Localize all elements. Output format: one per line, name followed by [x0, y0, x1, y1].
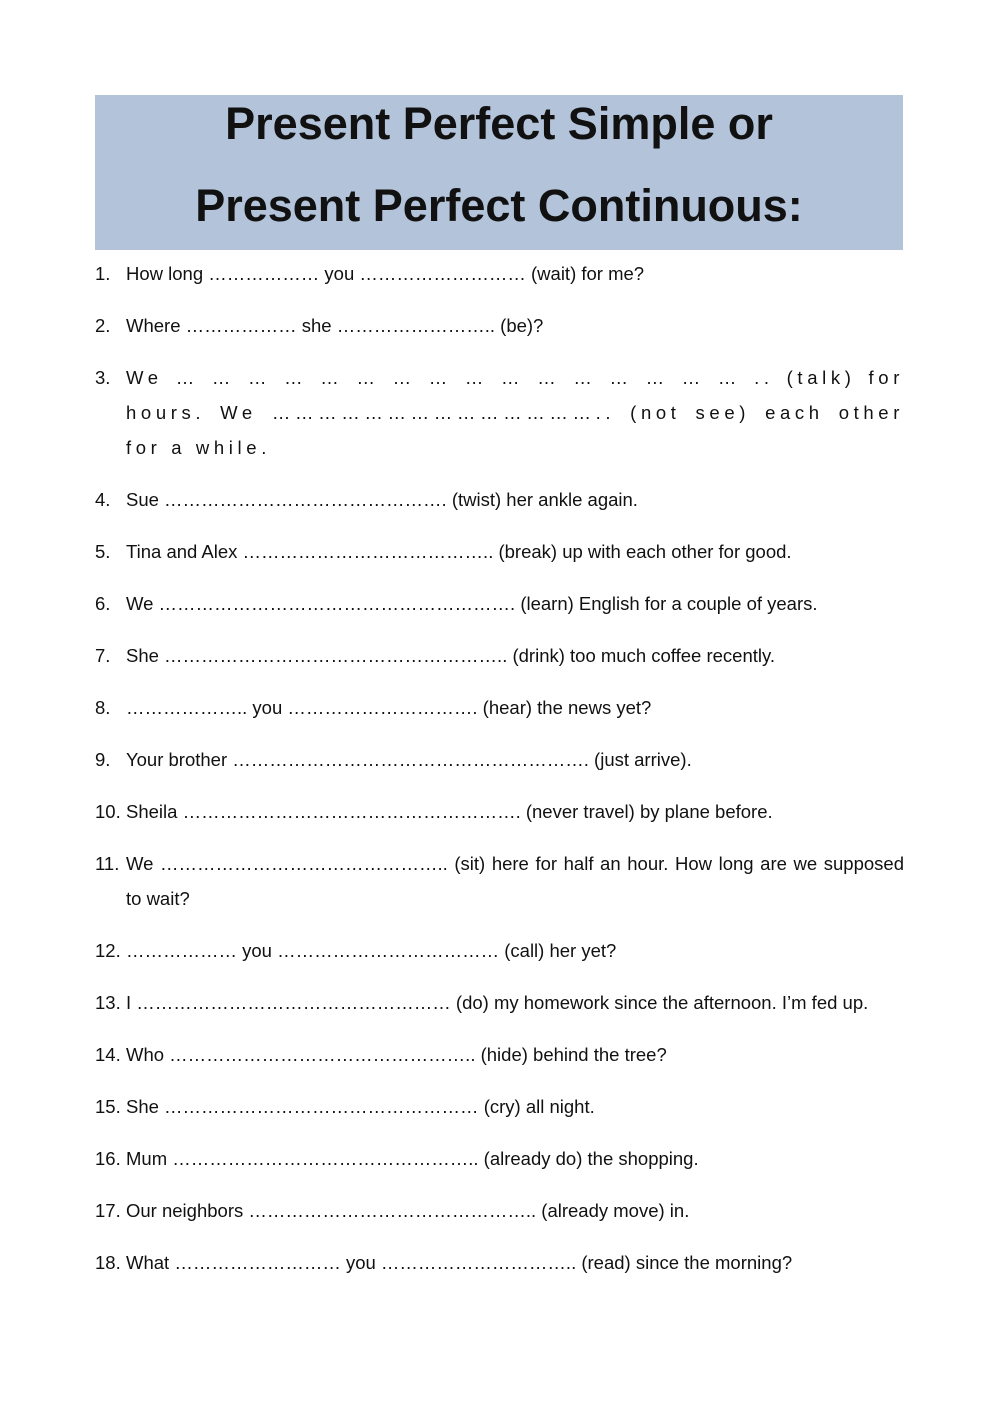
- exercise-item: [95, 534, 904, 569]
- item-number: 14.: [95, 1044, 121, 1065]
- exercise-item: [95, 933, 904, 968]
- exercise-item: [95, 985, 904, 1020]
- item-text: Your brother …………………………………………………. (just arrive).: [126, 749, 692, 770]
- page-title-line-1: Present Perfect Simple or: [225, 98, 773, 149]
- item-text: Our neighbors ……………………………………….. (already move) in.: [126, 1200, 690, 1221]
- item-number: 12.: [95, 940, 121, 961]
- item-text: Who ………………………………………….. (hide) behind the tree?: [126, 1044, 667, 1065]
- item-text: What ……………………… you ………………………….. (read) since the morning?: [126, 1252, 793, 1273]
- item-text: We …………………………………………………. (learn) English for a couple of years.: [126, 593, 818, 614]
- item-number: 8.: [95, 697, 111, 718]
- item-number: 4.: [95, 489, 111, 510]
- title-banner: [95, 95, 903, 250]
- exercise-item: [95, 360, 904, 465]
- exercise-item: [95, 846, 904, 916]
- item-text: We … … … … … … … … … … … … … … … … .. (talk) for hours. We …………………………………….. (not see) each other for a while.: [126, 367, 904, 458]
- item-text: Where ……………… she …………………….. (be)?: [126, 315, 544, 336]
- item-text: How long ……………… you ……………………… (wait) for me?: [126, 263, 645, 284]
- exercise-list: [95, 256, 904, 1297]
- exercise-item: [95, 1037, 904, 1072]
- item-text: She …………………………………………… (cry) all night.: [126, 1096, 595, 1117]
- item-number: 6.: [95, 593, 111, 614]
- page-title-line-2: Present Perfect Continuous:: [195, 180, 803, 231]
- item-text: Tina and Alex ………………………………….. (break) up with each other for good.: [126, 541, 792, 562]
- exercise-item: [95, 690, 904, 725]
- item-text: We ……………………………………….. (sit) here for half an hour. How long are we supposed to wait?: [126, 853, 904, 909]
- item-number: 7.: [95, 645, 111, 666]
- item-number: 15.: [95, 1096, 121, 1117]
- item-number: 16.: [95, 1148, 121, 1169]
- item-number: 2.: [95, 315, 111, 336]
- item-text: Sue ………………………………………. (twist) her ankle again.: [126, 489, 638, 510]
- item-number: 5.: [95, 541, 111, 562]
- exercise-item: [95, 1245, 904, 1280]
- item-number: 9.: [95, 749, 111, 770]
- exercise-item: [95, 256, 904, 291]
- item-number: 18.: [95, 1252, 121, 1273]
- item-number: 17.: [95, 1200, 121, 1221]
- exercise-item: [95, 308, 904, 343]
- exercise-item: [95, 742, 904, 777]
- item-text: Mum ………………………………………….. (already do) the shopping.: [126, 1148, 699, 1169]
- exercise-item: [95, 638, 904, 673]
- item-number: 13.: [95, 992, 121, 1013]
- item-text: She ……………………………………………….. (drink) too much coffee recently.: [126, 645, 776, 666]
- item-number: 1.: [95, 263, 111, 284]
- exercise-item: [95, 482, 904, 517]
- item-text: ……………….. you …………………………. (hear) the news yet?: [126, 697, 652, 718]
- item-text: I …………………………………………… (do) my homework since the afternoon. I’m fed up.: [126, 992, 869, 1013]
- item-number: 10.: [95, 801, 121, 822]
- exercise-item: [95, 1089, 904, 1124]
- item-number: 11.: [95, 853, 120, 874]
- item-number: 3.: [95, 367, 111, 388]
- exercise-item: [95, 794, 904, 829]
- exercise-item: [95, 586, 904, 621]
- exercise-item: [95, 1193, 904, 1228]
- item-text: Sheila ………………………………………………. (never travel) by plane before.: [126, 801, 773, 822]
- exercise-item: [95, 1141, 904, 1176]
- item-text: ……………… you ……………………………… (call) her yet?: [126, 940, 617, 961]
